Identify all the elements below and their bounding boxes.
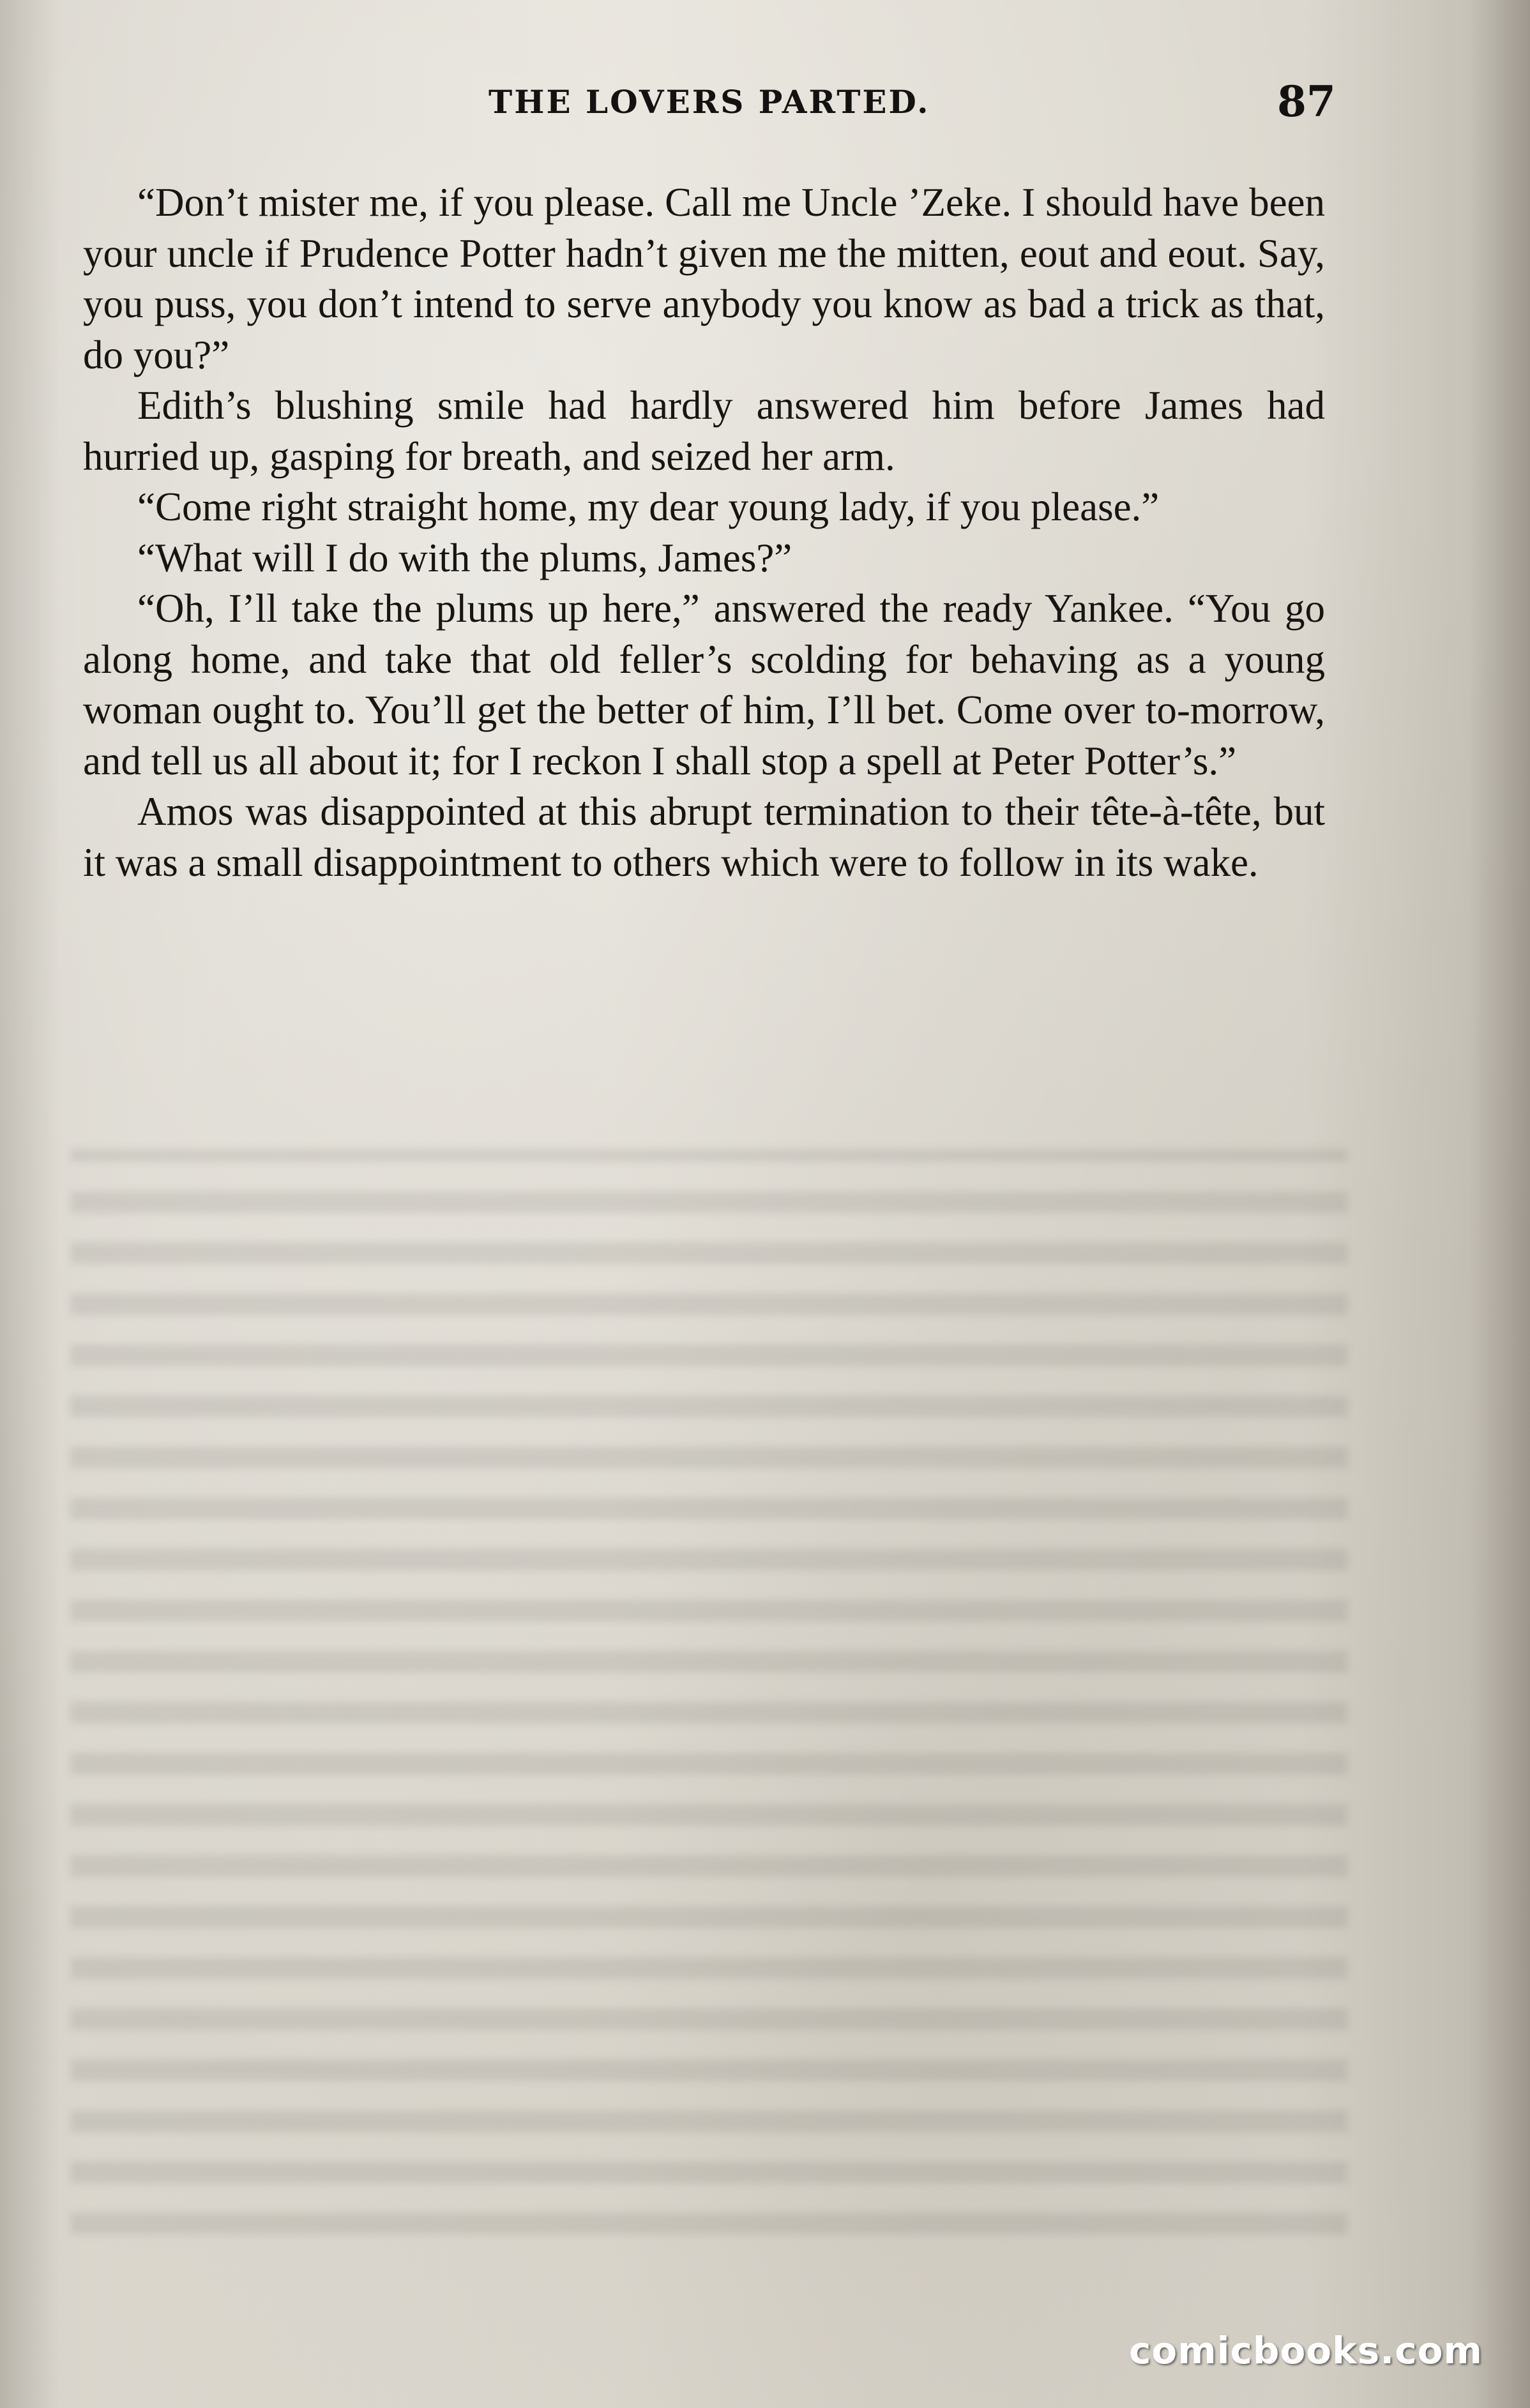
paragraph-yankee-answer: “Oh, I’ll take the plums up here,” answered the ready Yankee. “You go along home, and take that old feller’s scolding for behaving as a young woman ought to. You’ll get the better of him, I’ll bet. Come over to-morrow, and tell us all about it; for I reckon I shall stop a spell at Peter Potter’s.” bbox=[83, 586, 1325, 783]
paragraph-plums-question: “What will I do with the plums, James?” bbox=[137, 535, 792, 580]
paragraph-amos-disappointed: Amos was disappointed at this abrupt termination to their tête-à-tête, but it was a small disappointment to others which were to follow in its wake. bbox=[83, 789, 1325, 885]
page-header bbox=[0, 77, 1530, 134]
running-title: THE LOVERS PARTED. bbox=[489, 83, 930, 121]
page-number: 87 bbox=[1277, 77, 1336, 126]
paragraph-come-home: “Come right straight home, my dear young lady, if you please.” bbox=[137, 485, 1160, 529]
watermark: comicbooks.com bbox=[1129, 2329, 1483, 2372]
paragraph-edith-blushing: Edith’s blushing smile had hardly answered him before James had hurried up, gasping for breath, and seized her arm. bbox=[83, 383, 1325, 479]
show-through-texture bbox=[70, 1149, 1347, 2234]
body-text bbox=[83, 177, 1325, 888]
paragraph-uncle-zeke: “Don’t mister me, if you please. Call me Uncle ’Zeke. I should have been your uncle if Prudence Potter hadn’t given me the mitten, eout and eout. Say, you puss, you don’t intend to serve anybody you know as bad a trick as that, do you?” bbox=[83, 180, 1325, 377]
